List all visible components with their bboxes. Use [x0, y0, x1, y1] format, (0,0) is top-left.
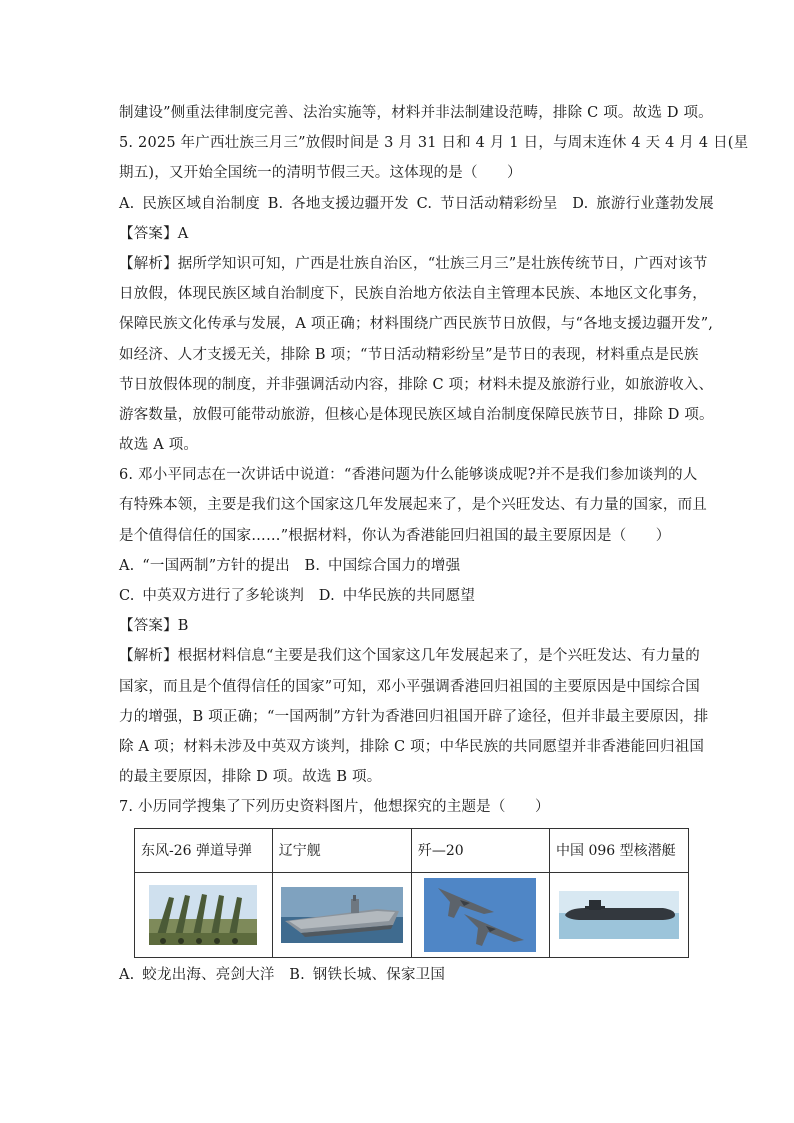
text-line: 游客数量，放假可能带动旅游，但核心是体现民族区域自治制度保障民族节日，排除 D 项。 [119, 406, 714, 423]
table-row-labels [135, 828, 689, 872]
nuclear-submarine-photo [559, 891, 679, 939]
table-cell-label: 歼—20 [411, 828, 549, 872]
text-line: 故选 A 项。 [119, 437, 199, 454]
question-6-stem: 6. 邓小平同志在一次讲话中说道：“香港问题为什么能够谈成呢?并不是我们参加谈判的人 [119, 467, 698, 484]
stealth-fighter-photo [424, 878, 536, 952]
table-cell-image [272, 872, 411, 957]
table-cell-label: 辽宁舰 [272, 828, 411, 872]
question-7-stem: 7. 小历同学搜集了下列历史资料图片，他想探究的主题是（ ） [119, 799, 550, 816]
aircraft-carrier-photo [281, 887, 403, 943]
question-5-options: A. 民族区域自治制度 B. 各地支援边疆开发 C. 节日活动精彩纷呈 D. 旅游行业蓬勃发展 [119, 195, 714, 212]
text-line: 是个值得信任的国家……”根据材料，你认为香港能回归祖国的最主要原因是（ ） [119, 527, 671, 544]
question-6-options-ab: A. “一国两制”方针的提出 B. 中国综合国力的增强 [119, 557, 461, 574]
question-6-answer: 【答案】B [119, 618, 189, 635]
question-5-stem: 5. 2025 年广西壮族三月三”放假时间是 3 月 31 日和 4 月 1 日，与周末连休 4 天 4 月 4 日(星 [119, 135, 749, 152]
question-5-stem-cont: 期五)，又开始全国统一的清明节假三天。这体现的是（ ） [119, 165, 522, 182]
question-7-options-ab: A. 蛟龙出海、亮剑大洋 B. 钢铁长城、保家卫国 [119, 966, 446, 983]
table-cell-label: 东风-26 弹道导弹 [135, 828, 273, 872]
text-line: 日放假，体现民族区域自治制度下，民族自治地方依法自主管理本民族、本地区文化事务， [119, 286, 707, 303]
text-line: 除 A 项；材料未涉及中英双方谈判，排除 C 项；中华民族的共同愿望并非香港能回归祖国 [119, 738, 705, 755]
table-cell-image [411, 872, 549, 957]
table-cell-image [135, 872, 273, 957]
text-line: 节日放假体现的制度，并非强调活动内容，排除 C 项；材料未提及旅游行业，如旅游收入、 [119, 376, 714, 393]
history-pictures-table [134, 828, 689, 958]
question-6-options-cd: C. 中英双方进行了多轮谈判 D. 中华民族的共同愿望 [119, 588, 476, 604]
text-line: 的最主要原因，排除 D 项。故选 B 项。 [119, 769, 382, 786]
missile-launchers-photo [149, 885, 257, 945]
text-line: 有特殊本领，主要是我们这个国家这几年发展起来了，是个兴旺发达、有力量的国家，而且 [119, 497, 707, 514]
table-row-images [135, 872, 689, 957]
table-cell-image [550, 872, 689, 957]
text-line: 国家，而且是个值得信任的国家”可知，邓小平强调香港回归祖国的主要原因是中国综合国 [119, 678, 700, 695]
question-5-analysis: 【解析】据所学知识可知，广西是壮族自治区，“壮族三月三”是壮族传统节日，广西对该节 [119, 255, 708, 272]
question-6-analysis: 【解析】根据材料信息“主要是我们这个国家这几年发展起来了，是个兴旺发达、有力量的 [119, 648, 700, 665]
text-line: 保障民族文化传承与发展，A 项正确；材料围绕广西民族节日放假，与“各地支援边疆开发”, [119, 316, 714, 333]
document-content [119, 98, 749, 990]
table-cell-label: 中国 096 型核潜艇 [550, 828, 689, 872]
text-line: 如经济、人才支援无关，排除 B 项；“节日活动精彩纷呈”是节日的表现，材料重点是民族 [119, 346, 699, 363]
text-line: 制建设”侧重法律制度完善、法治实施等，材料并非法制建设范畴，排除 C 项。故选 D 项。 [119, 105, 713, 121]
question-5-answer: 【答案】A [119, 225, 189, 242]
text-line: 力的增强，B 项正确；“一国两制”方针为香港回归祖国开辟了途径，但并非最主要原因，排 [119, 708, 709, 725]
